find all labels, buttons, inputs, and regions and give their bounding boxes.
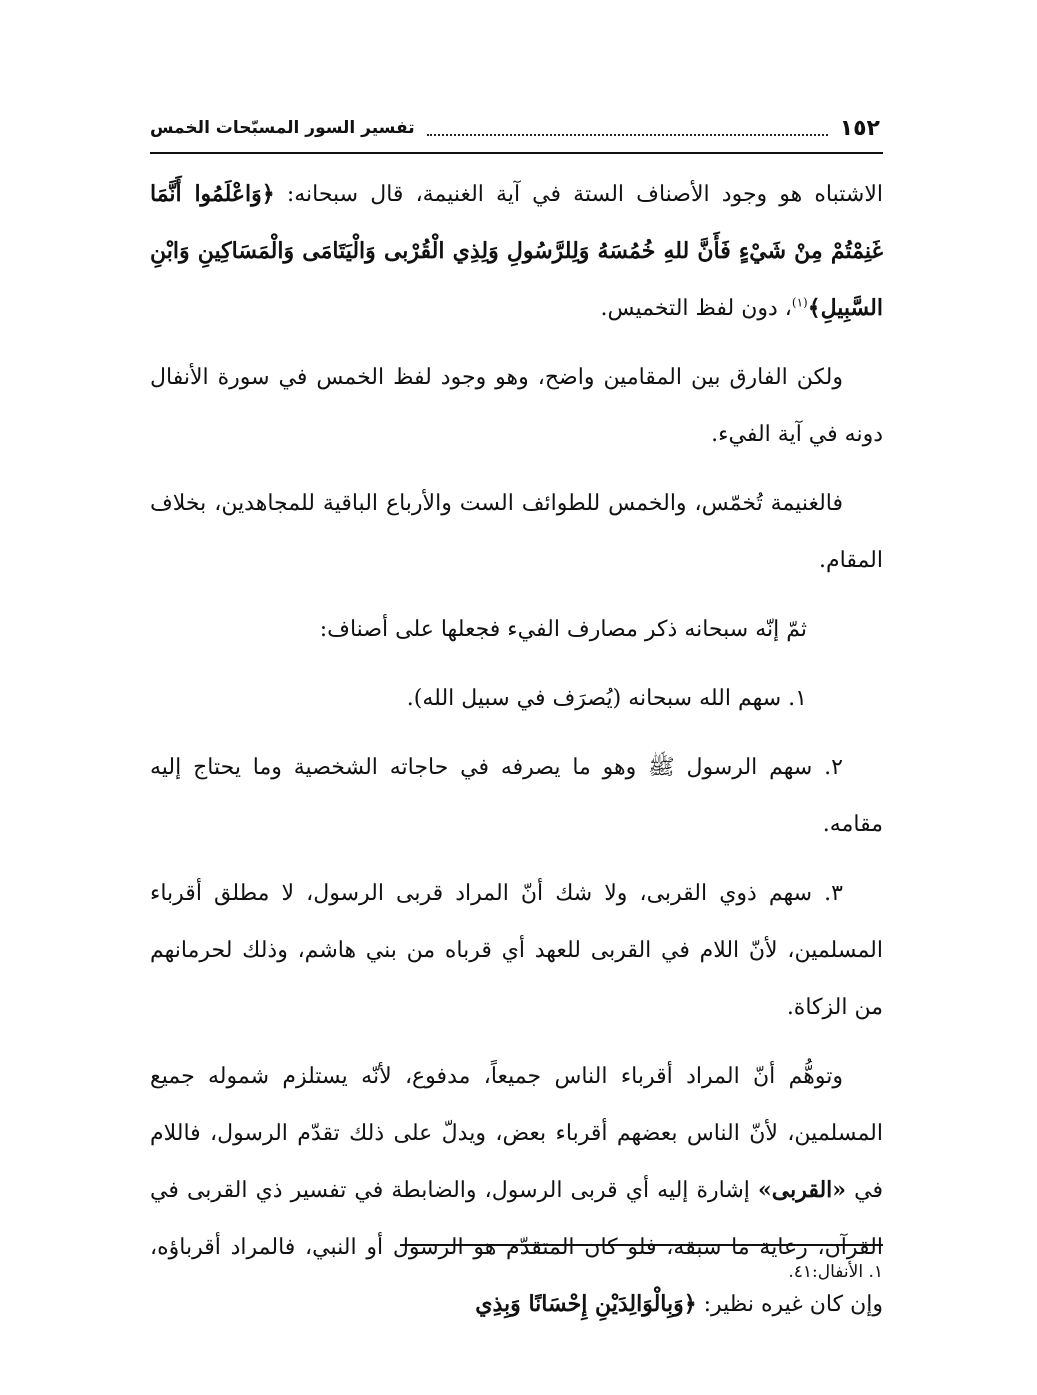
page-number: ١٥٢ <box>839 115 880 141</box>
running-title: تفسير السور المسبّحات الخمس <box>150 118 415 138</box>
header-dot-leader <box>427 120 828 136</box>
footnote-rule <box>400 1244 883 1246</box>
paragraph-3: فالغنيمة تُخمّس، والخمس للطوائف الست والأرباع الباقية للمجاهدين، بخلاف المقام. <box>150 491 883 573</box>
list-item-2: ٢. سهم الرسول ﷺ وهو ما يصرفه في حاجاته الشخصية وما يحتاج إليه مقامه. <box>150 755 883 837</box>
paragraph-8 <box>150 1048 883 1333</box>
header-rule <box>150 152 883 154</box>
paragraph-1 <box>150 166 883 337</box>
list-item-1: ١. سهم الله سبحانه (يُصرَف في سبيل الله). <box>406 686 807 711</box>
quran-verse-anfal: ﴿وَاعْلَمُوا أَنَّمَا غَنِمْتُمْ مِنْ شَيْءٍ فَأَنَّ للهِ خُمُسَهُ وَلِلرَّسُولِ وَلِذِي الْقُرْبى وَالْيَتَامَى وَالْمَسَاكِينِ وَابْنِ السَّبِيلِ﴾ <box>150 181 883 321</box>
paragraph-2: ولكن الفارق بين المقامين واضح، وهو وجود لفظ الخمس في سورة الأنفال دونه في آية الفيء. <box>150 365 883 447</box>
quran-verse-partial: ﴿وَبِالْوَالِدَيْنِ إِحْسَانًا وَبِذِي <box>475 1291 697 1317</box>
paragraph-1-text-a: الاشتباه هو وجود الأصناف الستة في آية الغنيمة، قال سبحانه: <box>274 182 883 207</box>
paragraph-8-text-b: إشارة إليه أي قربى الرسول، والضابطة في تفسير ذي القربى في القرآن، رعاية ما سبقه، فلو كان المتقدّم هو الرسول أو النبي، فالمراد أقرباؤه، وإن كان غيره نظير: <box>150 1178 883 1317</box>
paragraph-4: ثمّ إنّه سبحانه ذكر مصارف الفيء فجعلها على أصناف: <box>319 617 807 642</box>
paragraph-1-text-b: ، دون لفظ التخميس. <box>600 296 792 321</box>
paragraph-8-text-a: وتوهُّم أنّ المراد أقرباء الناس جميعاً، مدفوع، لأنّه يستلزم شموله جميع المسلمين، لأنّ الناس بعضهم أقرباء بعض، ويدلّ على ذلك تقدّم الرسول، فاللام في <box>150 1064 883 1203</box>
list-item-3: ٣. سهم ذوي القربى، ولا شك أنّ المراد قربى الرسول، لا مطلق أقرباء المسلمين، لأنّ اللام في القربى للعهد أي قرباه من بني هاشم، وذلك لحرمانهم من الزكاة. <box>150 881 883 1020</box>
body-text <box>150 166 883 1345</box>
footnote: ١. الأنفال:٤١. <box>788 1262 883 1282</box>
footnote-marker: (١) <box>791 295 808 310</box>
bold-term-qurba: «القربى» <box>758 1177 847 1203</box>
page-header <box>150 110 880 146</box>
